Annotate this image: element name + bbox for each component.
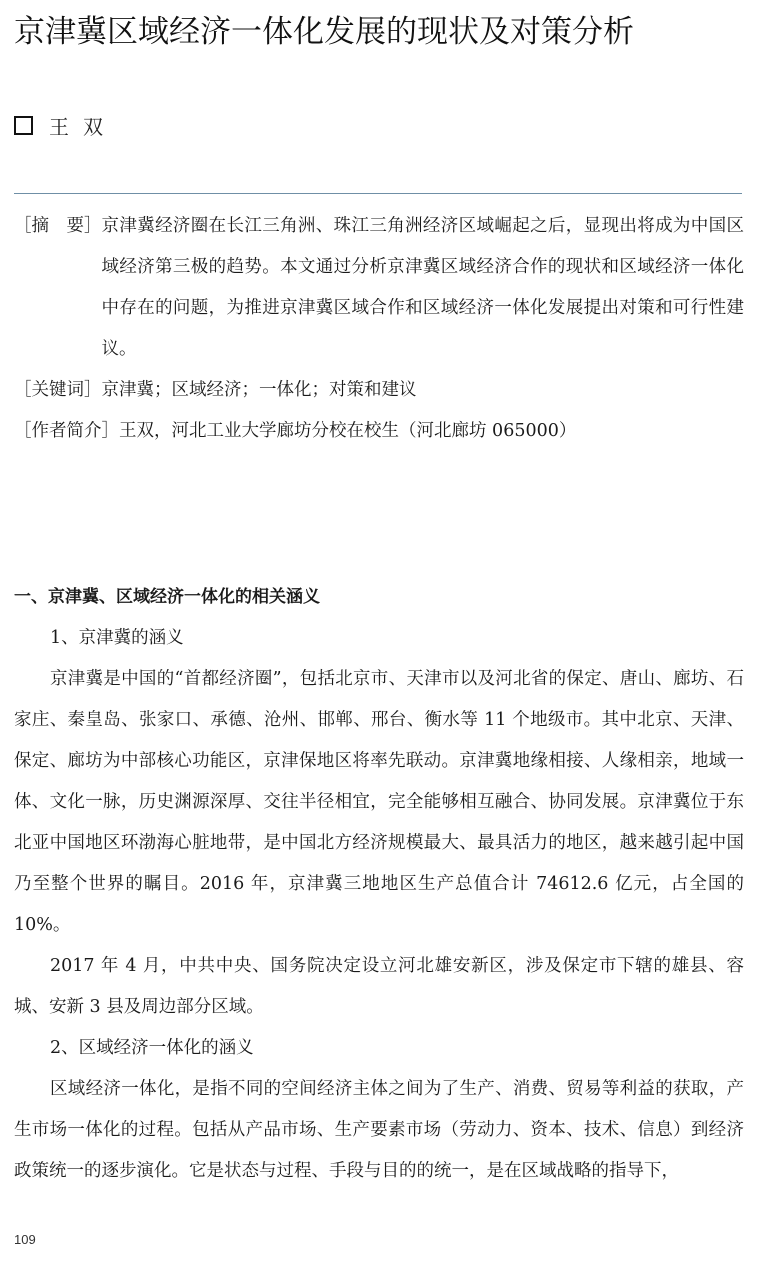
article-title: 京津冀区域经济一体化发展的现状及对策分析 (14, 14, 634, 50)
body-paragraph: 2017 年 4 月，中共中央、国务院决定设立河北雄安新区，涉及保定市下辖的雄县、容城、安新 3 县及周边部分区域。 (14, 956, 744, 1017)
abstract-text: 京津冀经济圈在长江三角洲、珠江三角洲经济区域崛起之后，显现出将成为中国区域经济第三极的趋势。本文通过分析京津冀区域经济合作的现状和区域经济一体化中存在的问题，为推进京津冀区域合作和区域经济一体化发展提出对策和可行性建议。 (101, 216, 744, 359)
author-bio-label: ［作者简介］ (14, 421, 119, 441)
author-square-marker (14, 116, 33, 135)
header-divider (14, 193, 742, 194)
author-bio-text: 王双，河北工业大学廊坊分校在校生（河北廊坊 065000） (119, 421, 577, 441)
sub-heading: 2、区域经济一体化的涵义 (50, 1038, 254, 1058)
article-body (14, 577, 744, 1192)
article-meta (14, 206, 744, 452)
abstract-row (14, 206, 744, 370)
keywords-row (14, 370, 744, 411)
page-number: 109 (14, 1232, 36, 1247)
sub-heading: 1、京津冀的涵义 (50, 628, 184, 648)
author-line (14, 108, 117, 142)
body-paragraph: 京津冀是中国的“首都经济圈”，包括北京市、天津市以及河北省的保定、唐山、廊坊、石家庄、秦皇岛、张家口、承德、沧州、邯郸、邢台、衡水等 11 个地级市。其中北京、天津、保定、廊坊为中部核心功能区，京津保地区将率先联动。京津冀地缘相接、人缘相亲，地域一体、文化一脉，历史渊源深厚、交往半径相宜，完全能够相互融合、协同发展。京津冀位于东北亚中国地区环渤海心脏地带，是中国北方经济规模最大、最具活力的地区，越来越引起中国乃至整个世界的瞩目。2016 年，京津冀三地地区生产总值合计 74612.6 亿元，占全国的 10%。 (14, 669, 744, 935)
keywords-text: 京津冀；区域经济；一体化；对策和建议 (101, 380, 417, 400)
keywords-label: ［关键词］ (14, 380, 102, 400)
section-heading: 一、京津冀、区域经济一体化的相关涵义 (14, 587, 320, 607)
body-paragraph: 区域经济一体化，是指不同的空间经济主体之间为了生产、消费、贸易等利益的获取，产生市场一体化的过程。包括从产品市场、生产要素市场（劳动力、资本、技术、信息）到经济政策统一的逐步演化。它是状态与过程、手段与目的的统一，是在区域战略的指导下， (14, 1079, 744, 1181)
abstract-label: ［摘 要］ (14, 216, 102, 236)
author-bio-row (14, 411, 744, 452)
author-name: 王双 (49, 114, 117, 139)
